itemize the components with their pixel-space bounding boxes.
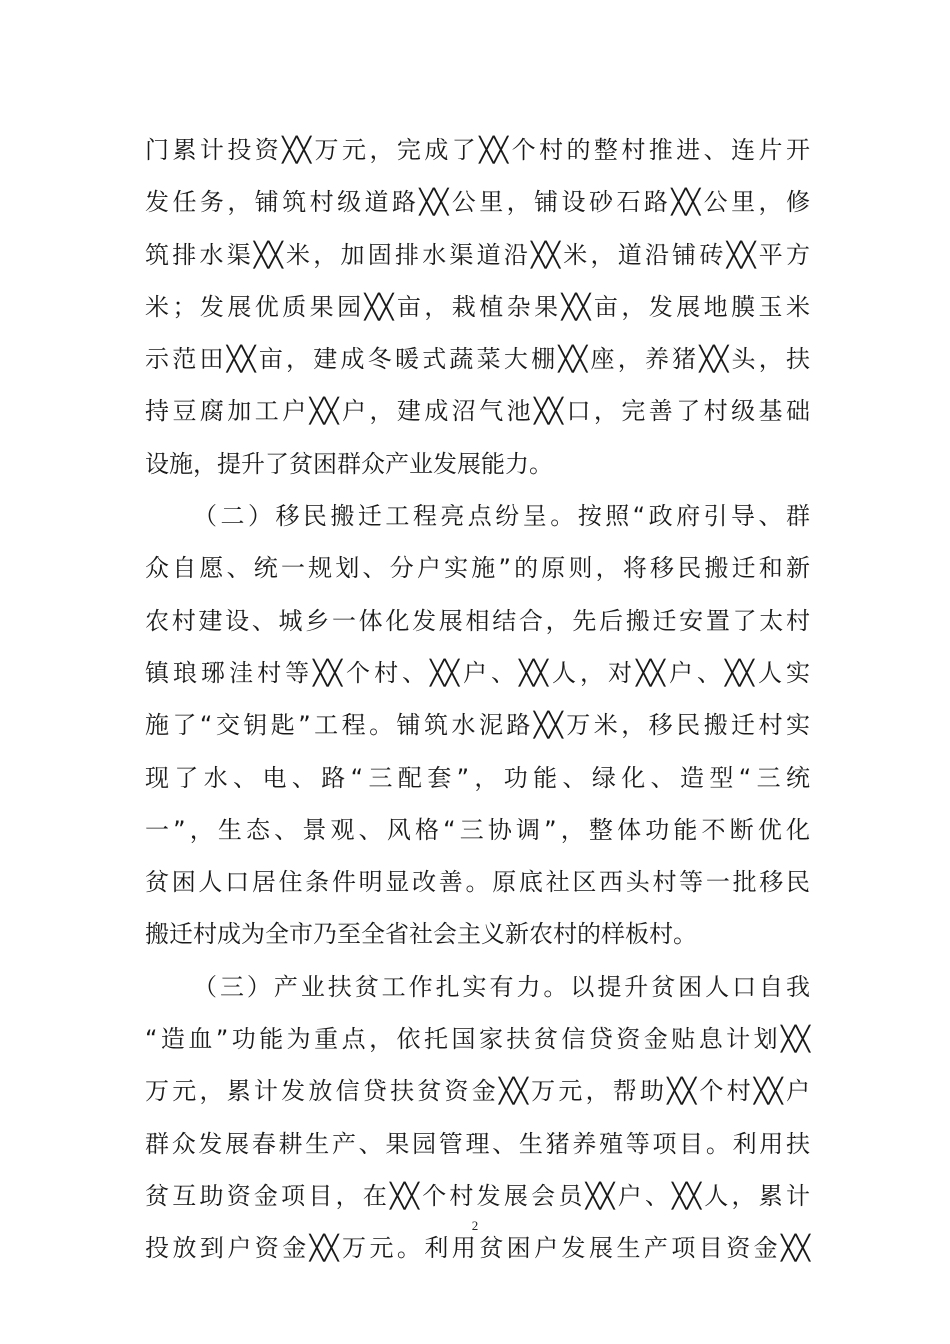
body-line: 设施，提升了贫困群众产业发展能力。 [145,449,553,478]
document-body [145,124,810,1275]
body-line: 筑排水渠╳╳米，加固排水渠道沿╳╳米，道沿铺砖╳╳平方 [145,240,810,269]
body-line: 米；发展优质果园╳╳亩，栽植杂果╳╳亩，发展地膜玉米 [145,292,810,321]
body-line: “造血”功能为重点，依托国家扶贫信贷资金贴息计划╳╳ [145,1025,810,1054]
section-heading-line: （二）移民搬迁工程亮点纷呈。按照“政府引导、群 [193,502,810,531]
body-line: 镇琅琊洼村等╳╳个村、╳╳户、╳╳人，对╳╳户、╳╳人实 [145,658,810,687]
section-heading-line: （三）产业扶贫工作扎实有力。以提升贫困人口自我 [193,972,810,1001]
body-line: 众自愿、统一规划、分户实施”的原则，将移民搬迁和新 [145,554,810,583]
body-line: 持豆腐加工户╳╳户，建成沼气池╳╳口，完善了村级基础 [145,397,810,426]
body-line: 发任务，铺筑村级道路╳╳公里，铺设砂石路╳╳公里，修 [145,188,810,217]
body-line: 施了“交钥匙”工程。铺筑水泥路╳╳万米，移民搬迁村实 [145,711,810,740]
body-line: 农村建设、城乡一体化发展相结合，先后搬迁安置了太村 [145,606,810,635]
body-line: 门累计投资╳╳万元，完成了╳╳个村的整村推进、连片开 [145,136,810,164]
body-line: 万元，累计发放信贷扶贫资金╳╳万元，帮助╳╳个村╳╳户 [145,1077,810,1106]
body-line: 投放到户资金╳╳万元。利用贫困户发展生产项目资金╳╳ [145,1234,810,1263]
body-line: 一”，生态、景观、风格“三协调”，整体功能不断优化 [145,815,810,844]
page-number: 2 [471,1218,479,1233]
body-line: 贫互助资金项目，在╳╳个村发展会员╳╳户、╳╳人，累计 [145,1181,810,1210]
body-line: 贫困人口居住条件明显改善。原底社区西头村等一批移民 [145,868,810,897]
body-line: 示范田╳╳亩，建成冬暖式蔬菜大棚╳╳座，养猪╳╳头，扶 [145,345,810,374]
body-line: 群众发展春耕生产、果园管理、生猪养殖等项目。利用扶 [145,1129,810,1158]
body-line: 现了水、电、路“三配套”，功能、绿化、造型“三统 [145,763,810,792]
body-line: 搬迁村成为全市乃至全省社会主义新农村的样板村。 [145,920,697,949]
